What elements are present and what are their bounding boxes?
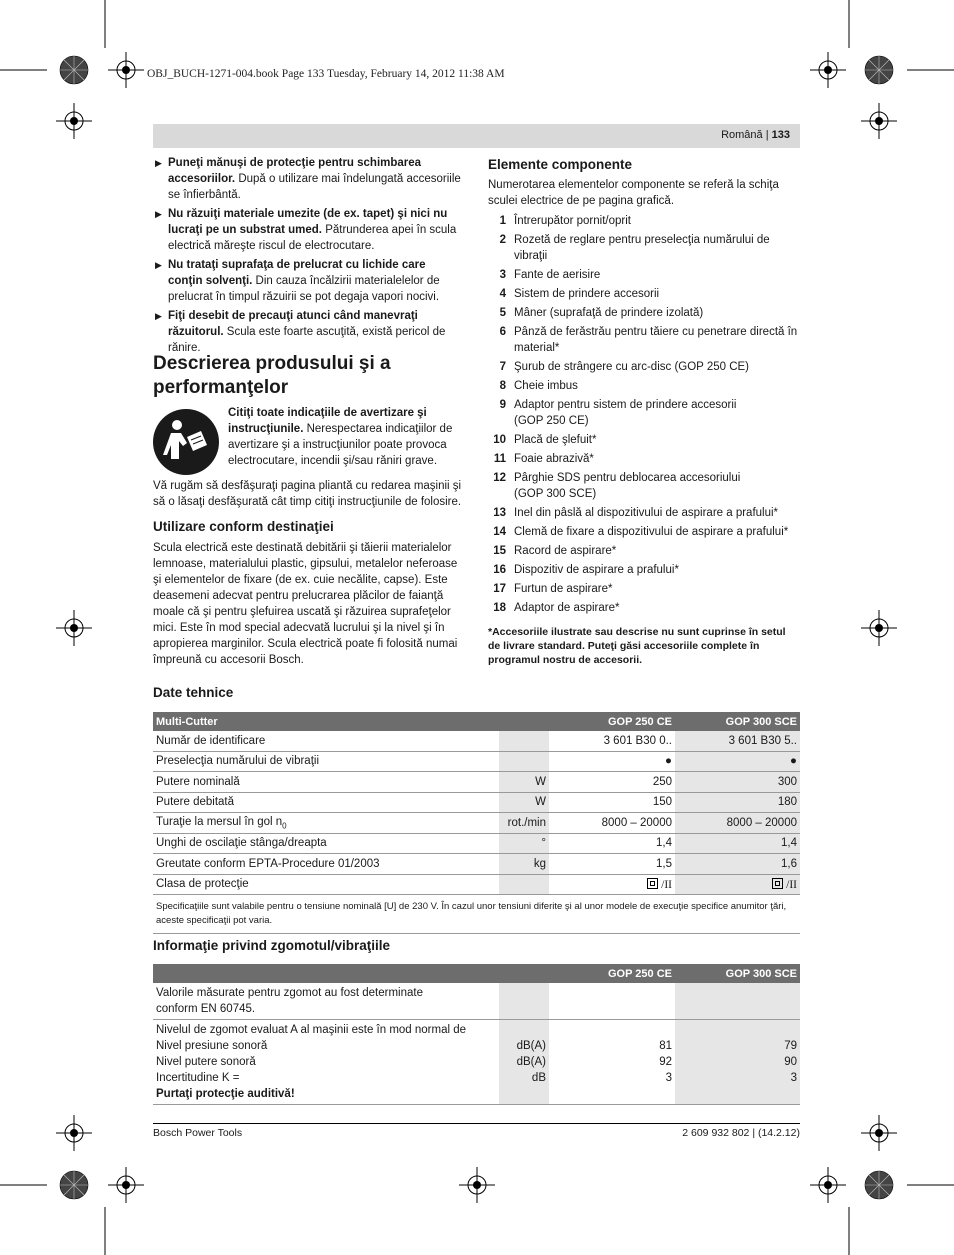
list-item: 15 Racord de aspirare*	[493, 545, 617, 557]
list-item: 4 Sistem de prindere accesorii	[499, 288, 660, 300]
list-item: 14 Clemă de fixare a dispozitivului de aspirare a prafului*	[493, 526, 789, 538]
list-item: 13 Inel din pâslă al dispozitivului de aspirare a prafului*	[493, 507, 779, 519]
arrow-icon: ▶	[155, 311, 162, 321]
table-row: Valorile măsurate pentru zgomot au fost determinate conform EN 60745.	[153, 983, 800, 1020]
bullet-text: Pătrunderea apei în scula electrică măreşte riscul de electrocutare.	[168, 224, 457, 252]
protection-class-icon	[772, 878, 783, 889]
table-header: Multi-Cutter GOP 250 CE GOP 300 SCE	[153, 712, 800, 731]
list-item: 10 Placă de şlefuit*	[493, 434, 597, 446]
bullet-text: Scula este foarte ascuţită, există pericol de rănire.	[168, 326, 446, 354]
page-header-bar	[153, 124, 800, 148]
intended-use-title: Utilizare conform destinaţiei	[153, 519, 334, 534]
table-row: Nivelul de zgomot evaluat A al maşinii este în mod normal de Nivel presiune sonoră Nivel putere sonoră Incertitudine K = Purtaţi protecţie auditivă! dB(A) dB(A) dB 81 92 3 79 90 3	[153, 1020, 800, 1105]
table-header: GOP 250 CE GOP 300 SCE	[153, 964, 800, 983]
arrow-icon: ▶	[155, 158, 162, 168]
noise-title: Informaţie privind zgomotul/vibraţiile	[153, 938, 391, 953]
fold-text: Vă rugăm să desfăşuraţi pagina pliantă cu redarea maşinii şi să o lăsaţi desfăşurată cât timp citiţi instrucţiunile de folosire.	[153, 480, 462, 508]
section-title: Descrierea produsului şi a performanţelor	[153, 353, 391, 398]
warning-bold: Citiţi toate indicaţiile de avertizare şi instrucţiunile.	[228, 407, 427, 435]
tech-table	[153, 712, 800, 934]
warning-body: Nerespectarea indicaţiilor de avertizare şi a instrucţiunilor poate provoca electrocutare, incendii şi/sau răniri grave.	[228, 423, 453, 467]
bullet-bold: Nu răzuiţi materiale umezite (de ex. tapet) şi nici nu lucraţi pe un substrat umed.	[168, 208, 448, 236]
read-manual-icon	[153, 409, 219, 475]
list-item: 1 Întrerupător pornit/oprit	[499, 215, 631, 227]
footer-left: Bosch Power Tools	[153, 1127, 243, 1139]
print-header: OBJ_BUCH-1271-004.book Page 133 Tuesday, February 14, 2012 11:38 AM	[147, 68, 505, 80]
list-item: 3 Fante de aerisire	[499, 269, 601, 281]
bullet-text: Din cauza încălzirii materialelelor de prelucrat în timpul răzuirii se pot degaja vapori nocivi.	[168, 275, 440, 303]
bullet-item	[153, 155, 463, 203]
table-row: Putere debitată W 150 180	[153, 792, 800, 813]
header-separator: |	[765, 129, 769, 141]
footer-right: 2 609 932 802 | (14.2.12)	[682, 1127, 800, 1139]
table-row: Putere nominală W 250 300	[153, 772, 800, 793]
table-footnote-row: Specificaţiile sunt valabile pentru o tensiune nominală [U] de 230 V. În cazul unor tensiuni diferite şi al unor modele de execuţie specifice anumitor ţări, aceste specificaţii pot varia.	[153, 895, 800, 934]
intended-use-text: Scula electrică este destinată debitării şi tăierii materialelor lemnoase, materialului plastic, gipsului, metalelor neferoase şi elementelor de fixare (de ex. cuie necălite, capse). Este deasemeni adecvat pentru prelucrarea plăcilor de faianţă moale că şi pentru şlefuirea uscată şi răzuirea suprafeţelor mici. Este în mod special adecvată lucrului şi la nivel şi în apropierea marginilor. Scula electrică poate fi folosită numai împreună cu accesorii Bosch.	[153, 542, 458, 666]
noise-table	[153, 964, 800, 1105]
list-item: 2 Rozetă de reglare pentru preselecţia numărului de vibraţii	[499, 234, 770, 262]
safety-bullets	[153, 155, 463, 359]
arrow-icon: ▶	[155, 209, 162, 219]
list-item: 7 Şurub de strângere cu arc-disc (GOP 250 CE)	[499, 361, 750, 373]
bullet-item	[153, 206, 463, 254]
footer-rule	[153, 1123, 800, 1124]
list-item: 11 Foaie abrazivă*	[493, 453, 594, 465]
components-title: Elemente componente	[488, 157, 633, 172]
table-row: Număr de identificare 3 601 B30 0.. 3 601 B30 5..	[153, 731, 800, 751]
list-item: 16 Dispozitiv de aspirare a prafului*	[493, 564, 679, 576]
components-list	[488, 213, 800, 619]
list-item: 12 Pârghie SDS pentru deblocarea accesoriului (GOP 300 SCE)	[493, 472, 741, 500]
bullet-text: După o utilizare mai îndelungată accesoriile se înfierbântă.	[168, 173, 461, 201]
bullet-bold: Nu trataţi suprafaţa de prelucrat cu lichide care conţin solvenţi.	[168, 259, 426, 287]
list-item: 8 Cheie imbus	[499, 380, 578, 392]
table-row: Unghi de oscilaţie stânga/dreapta ° 1,4 1,4	[153, 833, 800, 854]
table-row: Preselecţia numărului de vibraţii ● ●	[153, 751, 800, 772]
list-item: 6 Pânză de ferăstrău pentru tăiere cu penetrare directă în material*	[499, 326, 798, 354]
protection-class-icon	[647, 878, 658, 889]
page-header	[721, 129, 790, 141]
bullet-item	[153, 257, 463, 305]
list-item: 18 Adaptor de aspirare*	[493, 602, 620, 614]
bullet-bold: Puneţi mănuşi de protecţie pentru schimbarea accesoriilor.	[168, 157, 422, 185]
warning-text	[228, 405, 464, 469]
bullet-item	[153, 308, 463, 356]
table-row: Turaţie la mersul în gol $n_0$ rot./min 8000 – 20000 8000 – 20000	[153, 813, 800, 834]
list-item: 9 Adaptor pentru sistem de prindere accesorii (GOP 250 CE)	[499, 399, 737, 427]
accessories-note: *Accesoriile ilustrate sau descrise nu sunt cuprinse în setul de livrare standard. Puteţi găsi accesoriile complete în programul nostru de accesorii.	[488, 626, 786, 666]
header-language: Română	[721, 129, 763, 141]
page-number: 133	[771, 129, 790, 141]
table-row: Greutate conform EPTA-Procedure 01/2003 kg 1,5 1,6	[153, 854, 800, 875]
tech-title: Date tehnice	[153, 685, 234, 700]
table-row: Clasa de protecţie /II /II	[153, 874, 800, 895]
list-item: 17 Furtun de aspirare*	[493, 583, 613, 595]
bullet-bold: Fiţi desebit de precauţi atunci când manevraţi răzuitorul.	[168, 310, 418, 338]
list-item: 5 Mâner (suprafaţă de prindere izolată)	[499, 307, 704, 319]
components-intro: Numerotarea elementelor componente se referă la schiţa sculei electrice de pe pagina grafică.	[488, 179, 779, 207]
arrow-icon: ▶	[155, 260, 162, 270]
